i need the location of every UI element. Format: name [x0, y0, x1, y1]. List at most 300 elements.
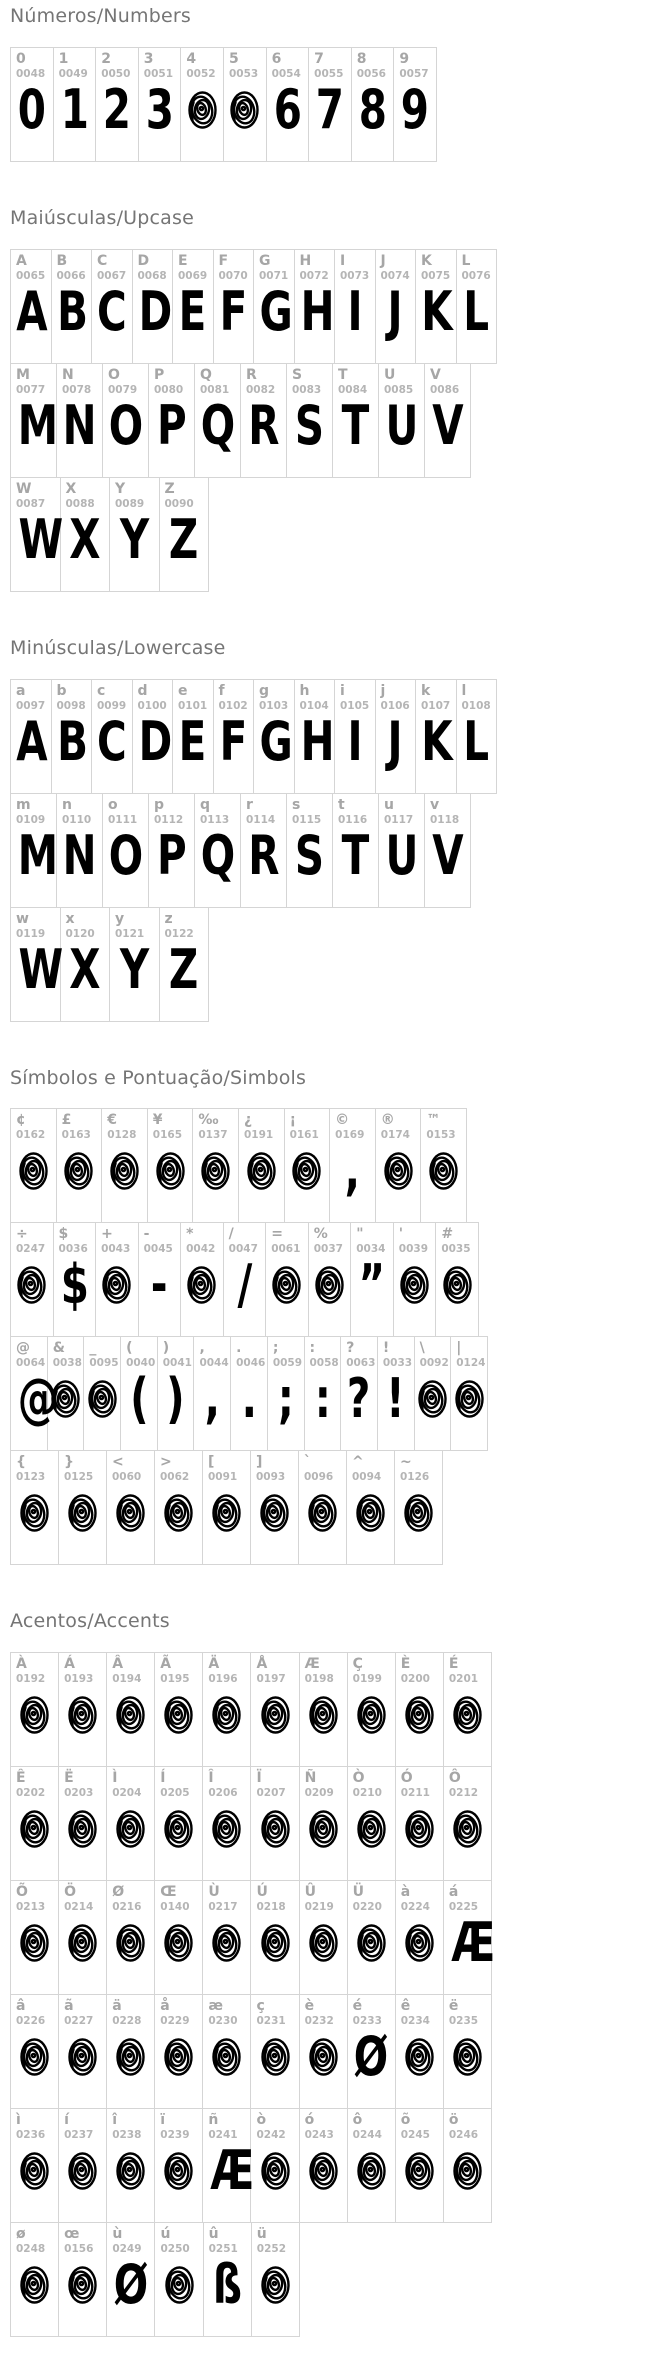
cell-glyph-area	[110, 508, 159, 598]
glyph-cell	[53, 47, 97, 162]
cell-unicode-code: 0209	[304, 1787, 334, 1800]
cell-label-block	[203, 1451, 250, 1484]
cell-glyph: Y	[119, 937, 149, 1001]
cell-label-block	[59, 2109, 106, 2142]
cell-glyph-area	[11, 78, 53, 168]
cell-glyph: I	[347, 709, 363, 773]
cell-character-label: r	[246, 796, 253, 813]
glyph-cell	[299, 1994, 348, 2109]
cell-label-block	[61, 478, 110, 508]
glyph-row	[10, 1108, 476, 1223]
cell-glyph-area	[378, 1367, 414, 1457]
cell-label-block	[149, 364, 194, 394]
cell-character-label: ò	[256, 2112, 267, 2129]
cell-character-label: w	[16, 910, 29, 927]
glyph-cell	[91, 679, 133, 794]
glyph-row	[10, 363, 480, 478]
cell-unicode-code: 0051	[143, 67, 174, 80]
cell-glyph-area	[121, 1367, 157, 1457]
cell-glyph-area	[11, 1797, 58, 1887]
cell-unicode-code: 0193	[64, 1673, 94, 1686]
scribble-glyph-icon	[67, 1922, 98, 1964]
glyph-cell	[58, 1652, 107, 1767]
cell-character-label: K	[421, 252, 432, 269]
section-heading: Minúsculas/Lowercase	[10, 636, 226, 659]
cell-character-label: ì	[16, 2112, 21, 2129]
cell-character-label: m	[16, 796, 31, 813]
cell-character-label: Í	[160, 1770, 166, 1787]
cell-glyph: V	[431, 823, 464, 887]
scribble-glyph-icon	[115, 1492, 146, 1534]
cell-glyph-area	[158, 1367, 194, 1457]
cell-glyph-area	[133, 280, 173, 370]
cell-unicode-code: 0229	[160, 2015, 190, 2028]
cell-label-block	[57, 364, 102, 394]
cell-unicode-code: 0035	[441, 1243, 471, 1256]
glyph-cell	[395, 1652, 444, 1767]
cell-glyph-area	[251, 1797, 298, 1887]
cell-glyph: 8	[358, 77, 387, 141]
cell-glyph: ,	[204, 1367, 220, 1431]
scribble-glyph-icon	[67, 1808, 98, 1850]
scribble-glyph-icon	[67, 2150, 98, 2192]
cell-unicode-code: 0210	[352, 1787, 382, 1800]
cell-unicode-code: 0038	[52, 1357, 82, 1370]
cell-unicode-code: 0214	[64, 1901, 94, 1914]
scribble-glyph-icon	[211, 1694, 242, 1736]
glyph-cell	[194, 793, 241, 908]
glyph-cell	[395, 1994, 444, 2109]
cell-character-label: u	[384, 796, 394, 813]
cell-unicode-code: 0118	[430, 813, 460, 826]
cell-unicode-code: 0055	[314, 67, 344, 80]
cell-label-block	[195, 364, 240, 394]
cell-label-block	[251, 1881, 298, 1914]
glyph-cell	[443, 1652, 492, 1767]
cell-glyph-area	[59, 1481, 106, 1571]
cell-character-label: G	[259, 252, 271, 269]
cell-glyph: Y	[119, 507, 149, 571]
cell-character-label: Ç	[352, 1656, 363, 1673]
scribble-glyph-icon	[163, 1492, 194, 1534]
cell-label-block	[348, 1881, 395, 1914]
cell-label-block	[110, 908, 159, 938]
cell-label-block	[193, 1109, 238, 1142]
cell-glyph: U	[385, 823, 418, 887]
cell-glyph-area	[11, 280, 51, 370]
cell-unicode-code: 0201	[448, 1673, 479, 1686]
scribble-glyph-icon	[260, 2264, 291, 2306]
cell-unicode-code: 0044	[199, 1357, 229, 1370]
cell-unicode-code: 0235	[448, 2015, 479, 2028]
cell-unicode-code: 0248	[16, 2243, 46, 2256]
cell-glyph-area	[96, 78, 138, 168]
cell-glyph-area	[194, 1367, 230, 1457]
cell-glyph-area	[160, 938, 209, 1028]
cell-character-label: Â	[112, 1656, 124, 1673]
cell-glyph-area	[335, 710, 375, 800]
glyph-cell	[10, 1652, 59, 1767]
cell-character-label: n	[62, 796, 72, 813]
section-heading: Maiúsculas/Upcase	[10, 206, 195, 229]
cell-label-block	[133, 250, 173, 280]
cell-label-block	[287, 364, 332, 394]
glyph-cell	[304, 1336, 342, 1451]
glyph-cell	[138, 47, 182, 162]
scribble-glyph-icon	[404, 1808, 435, 1850]
cell-glyph-area	[300, 2025, 347, 2115]
glyph-cell	[253, 679, 295, 794]
cell-glyph: K	[421, 279, 453, 343]
cell-label-block	[158, 1337, 194, 1370]
cell-glyph-area	[444, 1911, 496, 2001]
cell-character-label: Ä	[208, 1656, 220, 1673]
glyph-cell	[102, 363, 149, 478]
cell-glyph-area	[421, 1139, 466, 1229]
glyph-cell	[56, 793, 103, 908]
cell-glyph-area	[54, 78, 96, 168]
glyph-cell	[286, 363, 333, 478]
scribble-glyph-icon	[404, 1922, 435, 1964]
glyph-cell	[51, 679, 93, 794]
cell-glyph: 2	[102, 77, 132, 141]
cell-character-label: ,	[199, 1340, 205, 1357]
cell-character-label: Ì	[112, 1770, 118, 1787]
cell-glyph-area	[425, 394, 470, 484]
cell-label-block	[203, 2109, 250, 2142]
scribble-glyph-icon	[19, 1922, 50, 1964]
glyph-cell	[378, 363, 425, 478]
cell-unicode-code: 0045	[143, 1243, 173, 1256]
cell-unicode-code: 0054	[271, 67, 301, 80]
cell-glyph: Æ	[210, 2139, 255, 2203]
cell-glyph-area	[444, 2139, 491, 2229]
glyph-row	[10, 1766, 501, 1881]
cell-glyph-area	[300, 2139, 347, 2229]
cell-label-block	[347, 1451, 394, 1484]
cell-label-block	[444, 1653, 491, 1686]
cell-unicode-code: 0087	[16, 497, 46, 510]
scribble-glyph-icon	[355, 1492, 386, 1534]
cell-glyph-area	[333, 394, 378, 484]
cell-unicode-code: 0079	[108, 383, 138, 396]
glyph-cell	[106, 2108, 155, 2223]
cell-character-label: !	[382, 1340, 390, 1357]
cell-character-label: ù	[112, 2226, 123, 2243]
cell-label-block	[335, 250, 375, 280]
cell-label-block	[425, 794, 470, 824]
cell-glyph-area	[110, 938, 159, 1028]
cell-unicode-code: 0056	[356, 67, 386, 80]
cell-label-block	[444, 1767, 491, 1800]
cell-unicode-code: 0244	[352, 2129, 382, 2142]
cell-character-label: P	[154, 366, 165, 383]
scribble-glyph-icon	[260, 1694, 291, 1736]
cell-glyph: ?	[347, 1367, 371, 1431]
cell-glyph: ß	[212, 2253, 242, 2317]
cell-unicode-code: 0108	[461, 699, 491, 712]
cell-unicode-code: 0097	[16, 699, 46, 712]
cell-unicode-code: 0238	[112, 2129, 142, 2142]
glyph-cell	[106, 1766, 155, 1881]
cell-label-block	[11, 1995, 58, 2028]
cell-label-block	[300, 1995, 347, 2028]
glyph-cell	[83, 1336, 121, 1451]
cell-label-block	[309, 1223, 351, 1256]
cell-character-label: U	[384, 366, 396, 383]
cell-unicode-code: 0236	[16, 2129, 46, 2142]
cell-character-label: /	[228, 1226, 234, 1243]
scribble-glyph-icon	[16, 1264, 47, 1306]
cell-glyph-area	[376, 1139, 421, 1229]
cell-character-label: ¡	[289, 1112, 296, 1129]
cell-label-block	[203, 1653, 250, 1686]
cell-character-label: I	[340, 252, 346, 269]
scribble-glyph-icon	[18, 1150, 49, 1192]
cell-character-label: *	[186, 1226, 194, 1243]
cell-unicode-code: 0117	[384, 813, 414, 826]
glyph-cell	[106, 1450, 155, 1565]
cell-glyph: P	[156, 393, 187, 457]
cell-unicode-code: 0103	[259, 699, 289, 712]
cell-glyph-area	[107, 1481, 154, 1571]
glyph-cell	[109, 477, 160, 592]
cell-unicode-code: 0114	[246, 813, 276, 826]
cell-label-block	[11, 1653, 58, 1686]
cell-glyph-area	[11, 710, 51, 800]
cell-character-label: g	[259, 682, 270, 699]
cell-character-label: Ã	[160, 1656, 172, 1673]
cell-glyph-area	[160, 508, 209, 598]
cell-character-label: ¢	[16, 1112, 26, 1129]
cell-glyph-area	[300, 1797, 347, 1887]
cell-label-block	[11, 1881, 58, 1914]
glyph-row	[10, 1652, 501, 1767]
cell-character-label: Y	[115, 480, 126, 497]
cell-character-label: ®	[380, 1112, 395, 1129]
cell-label-block	[444, 1881, 491, 1914]
glyph-cell	[10, 477, 64, 592]
cell-label-block	[92, 250, 132, 280]
glyph-cell	[106, 1994, 155, 2109]
glyph-cell	[154, 1766, 203, 1881]
cell-unicode-code: 0163	[61, 1129, 91, 1142]
scribble-glyph-icon	[452, 2150, 483, 2192]
cell-label-block	[11, 2223, 58, 2256]
cell-glyph: R	[247, 393, 280, 457]
glyph-cell	[138, 1222, 182, 1337]
cell-glyph-area	[92, 280, 132, 370]
cell-unicode-code: 0243	[304, 2129, 334, 2142]
cell-glyph: B	[56, 279, 88, 343]
cell-label-block	[54, 48, 96, 78]
cell-unicode-code: 0077	[16, 383, 46, 396]
cell-label-block	[444, 1995, 491, 2028]
glyph-cell	[378, 793, 425, 908]
cell-label-block	[251, 1653, 298, 1686]
cell-glyph-area	[415, 1367, 451, 1457]
cell-glyph: Z	[169, 507, 199, 571]
cell-unicode-code: 0203	[64, 1787, 94, 1800]
glyph-row	[10, 793, 480, 908]
cell-glyph-area	[11, 1367, 59, 1457]
cell-character-label: ø	[16, 2226, 26, 2243]
cell-glyph-area	[444, 1797, 491, 1887]
glyph-cell	[294, 249, 336, 364]
glyph-cell	[106, 1880, 155, 1995]
cell-glyph-area	[173, 710, 213, 800]
glyph-cell	[351, 47, 395, 162]
cell-glyph-area	[107, 1797, 154, 1887]
cell-unicode-code: 0239	[160, 2129, 190, 2142]
cell-label-block	[11, 1109, 56, 1142]
cell-glyph-area	[52, 280, 92, 370]
cell-label-block	[155, 1995, 202, 2028]
cell-unicode-code: 0072	[299, 269, 329, 282]
cell-unicode-code: 0067	[97, 269, 127, 282]
cell-character-label: ;	[272, 1340, 279, 1357]
glyph-cell	[159, 907, 210, 1022]
cell-character-label: 6	[271, 50, 282, 67]
glyph-cell	[193, 1336, 231, 1451]
cell-character-label: ]	[256, 1454, 263, 1471]
cell-glyph-area	[181, 78, 223, 168]
cell-unicode-code: 0126	[400, 1471, 430, 1484]
cell-glyph-area	[203, 2025, 250, 2115]
glyph-cell	[350, 1222, 394, 1337]
cell-unicode-code: 0161	[289, 1129, 319, 1142]
cell-glyph-area	[348, 1911, 395, 2001]
scribble-glyph-icon	[404, 2150, 435, 2192]
cell-unicode-code: 0165	[152, 1129, 183, 1142]
cell-glyph: F	[219, 709, 248, 773]
cell-label-block	[295, 250, 335, 280]
cell-character-label: :	[309, 1340, 316, 1357]
cell-unicode-code: 0042	[186, 1243, 216, 1256]
glyph-cell	[299, 1880, 348, 1995]
cell-unicode-code: 0197	[256, 1673, 286, 1686]
glyph-cell	[56, 1108, 103, 1223]
cell-glyph: N	[62, 393, 97, 457]
cell-label-block	[285, 1109, 330, 1142]
glyph-cell	[450, 1336, 488, 1451]
glyph-cell	[240, 363, 287, 478]
cell-label-block	[160, 478, 209, 508]
cell-glyph-area	[396, 1683, 443, 1773]
cell-unicode-code: 0063	[346, 1357, 376, 1370]
cell-unicode-code: 0196	[208, 1673, 238, 1686]
cell-unicode-code: 0216	[112, 1901, 142, 1914]
cell-glyph: T	[341, 393, 370, 457]
glyph-cell	[299, 1652, 348, 1767]
cell-character-label: ?	[346, 1340, 355, 1357]
scribble-glyph-icon	[163, 2036, 194, 2078]
cell-glyph: R	[247, 823, 280, 887]
cell-glyph-area	[11, 1253, 53, 1343]
cell-character-label: Ó	[400, 1770, 413, 1787]
cell-unicode-code: 0140	[160, 1901, 190, 1914]
cell-glyph-area	[214, 710, 254, 800]
glyph-cell	[393, 1222, 437, 1337]
cell-glyph: (	[129, 1367, 149, 1431]
cell-label-block	[107, 1653, 154, 1686]
cell-unicode-code: 0074	[380, 269, 410, 282]
scribble-glyph-icon	[383, 1150, 414, 1192]
cell-character-label: Ò	[352, 1770, 365, 1787]
cell-character-label: Ü	[352, 1884, 365, 1901]
cell-glyph-area	[295, 710, 335, 800]
cell-character-label: E	[178, 252, 188, 269]
scribble-glyph-icon	[452, 1694, 483, 1736]
cell-character-label: d	[137, 682, 148, 699]
cell-character-label: "	[356, 1226, 364, 1243]
cell-label-block	[224, 48, 266, 78]
cell-character-label: $	[58, 1226, 69, 1243]
cell-glyph: D	[138, 709, 172, 773]
cell-glyph: ;	[277, 1367, 294, 1431]
glyph-cell	[240, 793, 287, 908]
cell-label-block	[300, 1767, 347, 1800]
cell-glyph-area	[309, 78, 351, 168]
scribble-glyph-icon	[260, 2036, 291, 2078]
cell-glyph-area	[155, 2139, 202, 2229]
glyph-cell	[10, 679, 52, 794]
glyph-cell	[180, 1222, 224, 1337]
cell-label-block	[11, 48, 53, 78]
glyph-cell	[223, 47, 267, 162]
cell-label-block	[214, 250, 254, 280]
cell-character-label: y	[115, 910, 125, 927]
cell-unicode-code: 0046	[236, 1357, 266, 1370]
cell-character-label: @	[16, 1340, 30, 1357]
cell-unicode-code: 0062	[160, 1471, 190, 1484]
cell-glyph: X	[69, 937, 101, 1001]
cell-glyph-area	[11, 507, 64, 598]
scribble-glyph-icon	[229, 89, 260, 131]
cell-unicode-code: 0109	[16, 813, 46, 826]
cell-label-block	[139, 1223, 181, 1256]
cell-character-label: B	[56, 252, 68, 269]
cell-unicode-code: 0251	[208, 2243, 238, 2256]
cell-unicode-code: 0089	[115, 497, 145, 510]
cell-glyph-area	[239, 1139, 284, 1229]
cell-unicode-code: 0153	[426, 1129, 456, 1142]
cell-label-block	[396, 1995, 443, 2028]
cell-character-label: \	[419, 1340, 425, 1357]
cell-glyph: $	[60, 1253, 89, 1317]
glyph-cell	[308, 1222, 352, 1337]
scribble-glyph-icon	[67, 1492, 98, 1534]
cell-glyph-area	[148, 1139, 193, 1229]
cell-character-label: 7	[314, 50, 324, 67]
cell-glyph-area	[11, 1139, 56, 1229]
cell-unicode-code: 0224	[400, 1901, 430, 1914]
cell-character-label: ©	[335, 1112, 350, 1129]
scribble-glyph-icon	[308, 2150, 339, 2192]
glyph-cell	[58, 1450, 107, 1565]
cell-character-label: ö	[448, 2112, 459, 2129]
cell-unicode-code: 0104	[299, 699, 329, 712]
cell-glyph-area	[57, 1139, 102, 1229]
cell-glyph-area	[61, 508, 110, 598]
glyph-row	[10, 477, 212, 592]
cell-unicode-code: 0249	[112, 2243, 142, 2256]
cell-unicode-code: 0076	[461, 269, 491, 282]
section-lowercase	[10, 638, 661, 1022]
cell-unicode-code: 0050	[101, 67, 131, 80]
cell-unicode-code: 0250	[160, 2243, 190, 2256]
cell-glyph-area	[52, 710, 92, 800]
